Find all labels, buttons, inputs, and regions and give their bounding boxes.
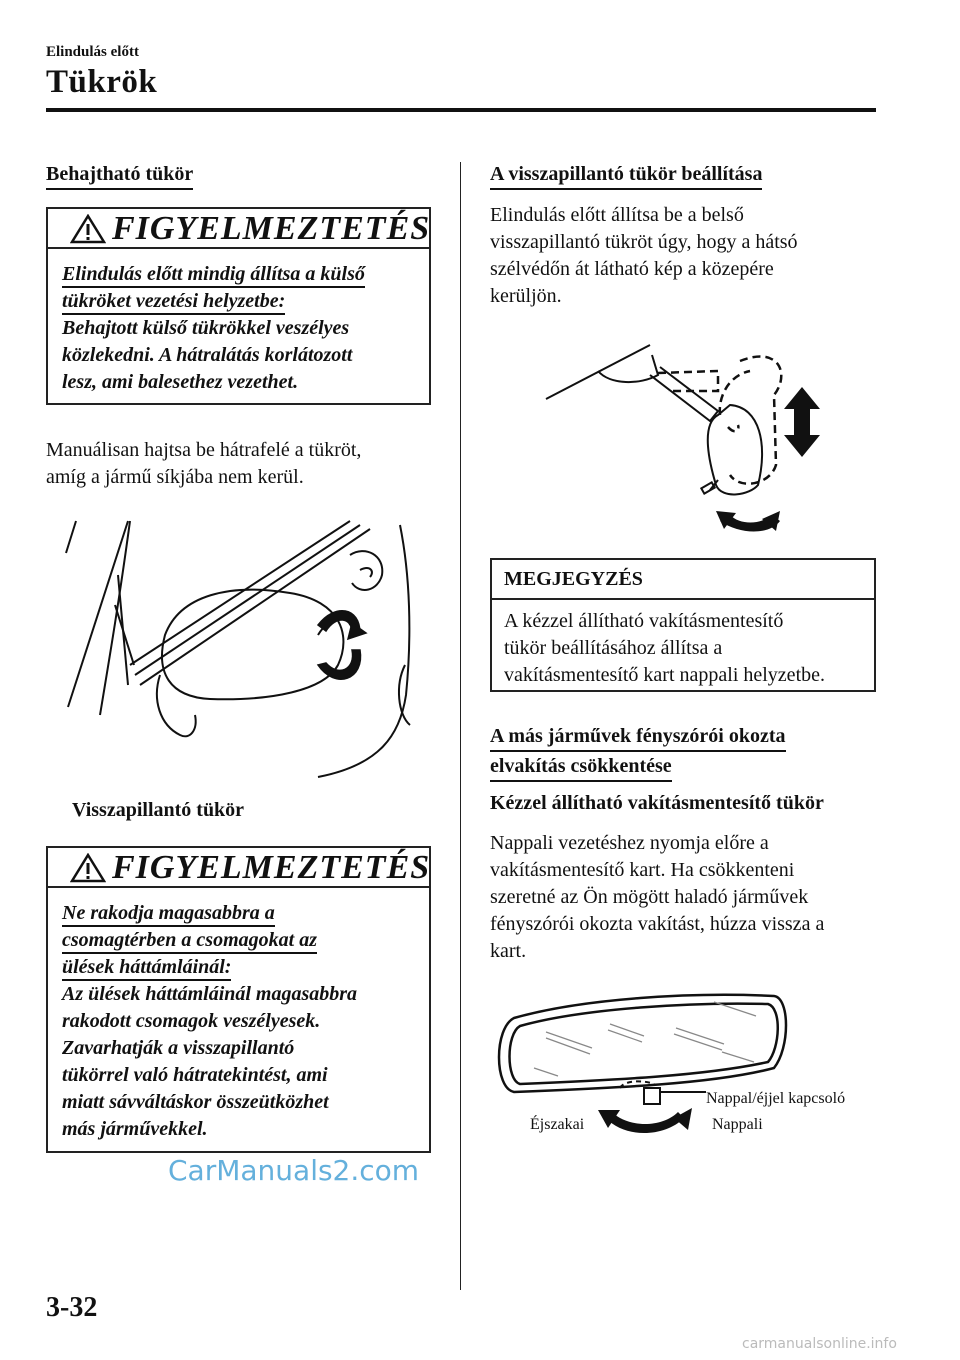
breadcrumb: Elindulás előtt (46, 44, 139, 60)
warning-line: lesz, ami balesethez vezethet. (62, 371, 299, 393)
header-rule (46, 108, 876, 112)
warning-line: közlekedni. A hátralátás korlátozott (62, 344, 353, 366)
figure-label-switch: Nappal/éjjel kapcsoló (706, 1090, 846, 1107)
warning-line: rakodott csomagok veszélyesek. (62, 1010, 321, 1032)
watermark-footer: carmanualsonline.info (742, 1336, 897, 1352)
column-divider (460, 162, 461, 1290)
folding-mirror-illustration (60, 515, 420, 785)
warning-triangle-icon (70, 853, 106, 883)
paragraph-fold-instructions: Manuálisan hajtsa be hátrafelé a tükröt, amíg a jármű síkjába nem kerül. (46, 439, 362, 488)
subheading-manual-antiglare: Kézzel állítható vakításmentesítő tükör (490, 792, 824, 814)
note-box (490, 558, 876, 692)
warning-box-2 (46, 846, 431, 1153)
figure-label-night: Éjszakai (530, 1116, 585, 1133)
warning-header (48, 209, 429, 249)
note-body: A kézzel állítható vakításmentesítő tükör beállításához állítsa a vakításmentesítő kart nappali helyzetbe. (504, 610, 825, 686)
paragraph-adjust-instructions: Elindulás előtt állítsa be a belső visszapillantó tükröt úgy, hogy a hátsó szélvédőn át látható kép a közepére kerüljön. (490, 204, 798, 307)
warning-body (48, 249, 429, 396)
warning-title: FIGYELMEZTETÉS (112, 849, 431, 886)
section-title-mirror-adjust: A visszapillantó tükör beállítása (490, 162, 762, 190)
warning-underlined-line: ülések háttámláinál: (62, 956, 231, 981)
warning-underlined-line: tükröket vezetési helyzetbe: (62, 290, 285, 315)
warning-line: Behajtott külső tükrökkel veszélyes (62, 317, 350, 339)
warning-line: más járművekkel. (62, 1118, 208, 1140)
note-title: MEGJEGYZÉS (492, 560, 874, 600)
warning-triangle-icon (70, 214, 106, 244)
section-title-folding-mirror: Behajtható tükör (46, 162, 193, 190)
warning-title: FIGYELMEZTETÉS (112, 210, 431, 247)
warning-underlined-line: Elindulás előtt mindig állítsa a külső (62, 263, 365, 288)
warning-line: miatt sávváltáskor összeütközhet (62, 1091, 329, 1113)
watermark: CarManuals2.com (168, 1154, 420, 1187)
warning-body (48, 888, 429, 1143)
warning-underlined-line: csomagtérben a csomagokat az (62, 929, 317, 954)
page-number: 3-32 (46, 1292, 98, 1323)
paragraph-antiglare: Nappali vezetéshez nyomja előre a vakításmentesítő kart. Ha csökkenteni szeretné az Ön mögött haladó járművek fényszórói okozta vakítást, húzza vissza a kart. (490, 832, 825, 962)
figure-label-day: Nappali (712, 1116, 763, 1133)
warning-line: tükörrel való hátratekintést, ami (62, 1064, 328, 1086)
page-title: Tükrök (46, 64, 158, 100)
warning-underlined-line: Ne rakodja magasabbra a (62, 902, 275, 927)
warning-header (48, 848, 429, 888)
warning-line: Az ülések háttámláinál magasabbra (62, 983, 358, 1005)
warning-box-1 (46, 207, 431, 405)
rearview-adjust-illustration (540, 335, 840, 535)
section-title-glare: A más járművek fényszórói okozta elvakítás csökkentése (490, 724, 786, 782)
warning-line: Zavarhatják a visszapillantó (62, 1037, 295, 1059)
figure-caption: Visszapillantó tükör (72, 799, 245, 821)
